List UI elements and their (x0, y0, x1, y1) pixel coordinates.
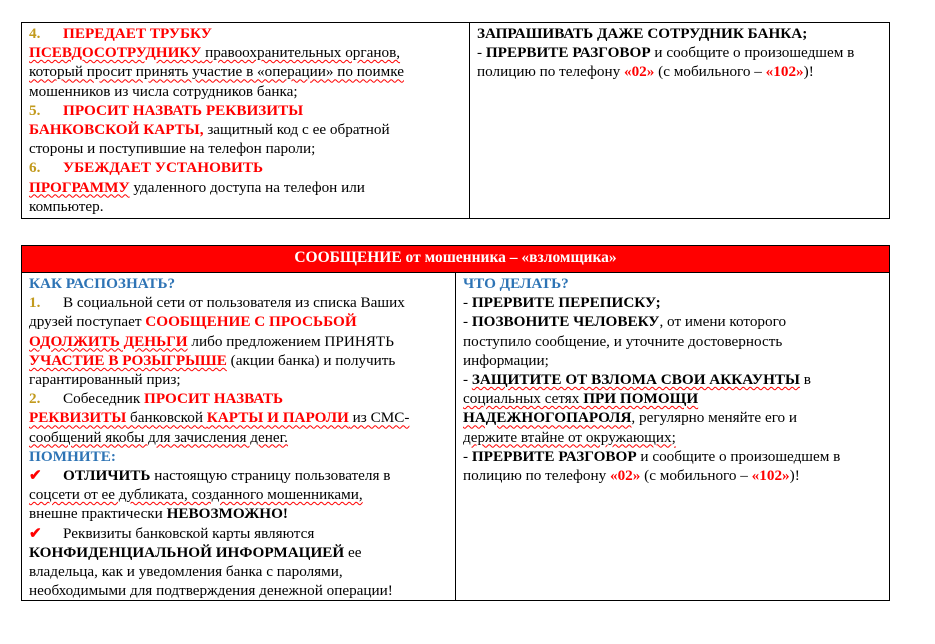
a2-rest: , от имени которого (659, 313, 787, 331)
protect-accounts-label: ЗАЩИТИТЕ ОТ ВЗЛОМА СВОИ АККАУНТЫ (471, 371, 800, 389)
item2-number: 2. (29, 390, 41, 408)
item4-text-line3: мошенников из числа сотрудников банка; (29, 82, 298, 100)
item4-title-cont: ПСЕВДОСОТРУДНИКУ (29, 44, 202, 62)
dash: - (477, 44, 486, 62)
phone-02: «02» (623, 63, 655, 81)
dash: - (463, 447, 472, 465)
check2-line4: необходимыми для подтверждения денежной операции! (29, 582, 393, 600)
stop-chat-label: ПРЕРВИТЕ ПЕРЕПИСКУ; (471, 294, 661, 312)
dash: - (463, 371, 472, 389)
recognize-cell (22, 273, 456, 601)
police-phone-text: полицию по телефону (463, 467, 610, 485)
a3-rest: в (799, 371, 811, 389)
a4-rest: и сообщите о произошедшем в (636, 447, 841, 465)
item2-line1a: Собеседник (63, 390, 144, 408)
check1-distinguish: ОТЛИЧИТЬ (63, 467, 151, 485)
check2-line1: Реквизиты банковской карты являются (63, 524, 315, 542)
item1-lend-money: ОДОЛЖИТЬ ДЕНЬГИ (29, 332, 188, 350)
a3-line3b: , регулярно меняйте его и (631, 409, 798, 427)
item4-number: 4. (29, 25, 41, 42)
item1-lottery: УЧАСТИЕ В РОЗЫГРЫШЕ (29, 351, 227, 369)
closing-text: )! (789, 467, 800, 485)
phone-02: «02» (609, 467, 641, 485)
checkmark-icon: ✔ (29, 524, 42, 542)
closing-text: )! (803, 63, 814, 81)
check1-line3a: внешне практически (29, 505, 167, 523)
item4-text: правоохранительных органов, (201, 44, 401, 62)
item1-line1: В социальной сети от пользователя из списка Ваших (63, 294, 405, 312)
what-to-do-heading: ЧТО ДЕЛАТЬ? (463, 275, 569, 292)
item2-asks-label: ПРОСИТ НАЗВАТЬ (144, 390, 284, 408)
check1-impossible: НЕВОЗМОЖНО! (166, 505, 288, 523)
checkmark-icon: ✔ (29, 467, 42, 485)
phone-102: «102» (751, 467, 790, 485)
call-person-label: ПОЗВОНИТЕ ЧЕЛОВЕКУ (471, 313, 660, 331)
police-phone-text: полицию по телефону (477, 63, 624, 81)
top-table (21, 22, 890, 219)
check1-line1b: настоящую страницу пользователя в (150, 467, 391, 485)
item2-sms: из СМС- (348, 409, 410, 427)
top-right-cell (470, 23, 890, 219)
remember-heading: ПОМНИТЕ: (29, 447, 116, 465)
item5-number: 5. (29, 101, 41, 119)
item6-title-cont: ПРОГРАММУ (29, 178, 130, 196)
item4-title: ПЕРЕДАЕТ ТРУБКУ (63, 25, 212, 42)
item5-text-line2: стороны и поступившие на телефон пароли; (29, 140, 316, 158)
item6-text: удаленного доступа на телефон или (129, 178, 365, 196)
item1-line4b: (акции банка) и получить (226, 351, 396, 369)
item4-text-line2: который просит принять участие в «операции» по поимке (29, 63, 404, 81)
item2-line3: сообщений якобы для зачисления денег. (29, 428, 288, 446)
interrupt-call-label: ПРЕРВИТЕ РАЗГОВОР (471, 447, 637, 465)
top-right-line2-rest: и сообщите о произошедшем в (650, 44, 855, 62)
a3-with-help: ПРИ ПОМОЩИ (583, 390, 699, 408)
item1-line2a: друзей поступает (29, 313, 146, 331)
item1-number: 1. (29, 294, 41, 312)
item5-title: ПРОСИТ НАЗВАТЬ РЕКВИЗИТЫ (63, 101, 304, 119)
item6-number: 6. (29, 159, 41, 177)
interrupt-call-label: ПРЕРВИТЕ РАЗГОВОР (485, 44, 651, 62)
item2-bank: банковской (126, 409, 207, 427)
what-to-do-cell (456, 273, 890, 601)
item1-request-label: СООБЩЕНИЕ С ПРОСЬБОЙ (145, 313, 357, 331)
item1-line5: гарантированный приз; (29, 371, 181, 389)
item6-text-line2: компьютер. (29, 197, 104, 215)
dash: - (463, 294, 472, 312)
a3-strong-password: НАДЕЖНОГОПАРОЛЯ (463, 409, 632, 427)
recognize-heading: КАК РАСПОЗНАТЬ? (29, 275, 176, 292)
top-right-line1: ЗАПРАШИВАТЬ ДАЖЕ СОТРУДНИК БАНКА; (477, 25, 808, 42)
check2-line3: владельца, как и уведомления банка с паролями, (29, 563, 343, 581)
section-header: СООБЩЕНИЕ от мошенника – «взломщика» (22, 246, 890, 273)
check2-line2b: ее (344, 543, 362, 561)
a2-line3: информации; (463, 351, 549, 369)
dash: - (463, 313, 472, 331)
check1-line2: соцсети от ее дубликата, созданного мошенниками, (29, 486, 363, 504)
item5-text: защитный код с ее обратной (203, 121, 390, 139)
a3-line4: держите втайне от окружающих; (463, 428, 676, 446)
item2-card-passwords: КАРТЫ И ПАРОЛИ (206, 409, 349, 427)
top-left-cell (22, 23, 470, 219)
a3-line2a: социальных сетях (463, 390, 584, 408)
mobile-text: (с мобильного – (640, 467, 752, 485)
bottom-table (21, 245, 890, 601)
phone-102: «102» (765, 63, 804, 81)
item2-requisites: РЕКВИЗИТЫ (29, 409, 127, 427)
item1-line3b: либо предложением ПРИНЯТЬ (187, 332, 394, 350)
item5-title-cont: БАНКОВСКОЙ КАРТЫ, (29, 121, 204, 139)
a2-line2: поступило сообщение, и уточните достоверность (463, 332, 783, 350)
item6-title: УБЕЖДАЕТ УСТАНОВИТЬ (63, 159, 264, 177)
check2-confidential: КОНФИДЕНЦИАЛЬНОЙ ИНФОРМАЦИЕЙ (29, 543, 345, 561)
mobile-text: (с мобильного – (654, 63, 766, 81)
